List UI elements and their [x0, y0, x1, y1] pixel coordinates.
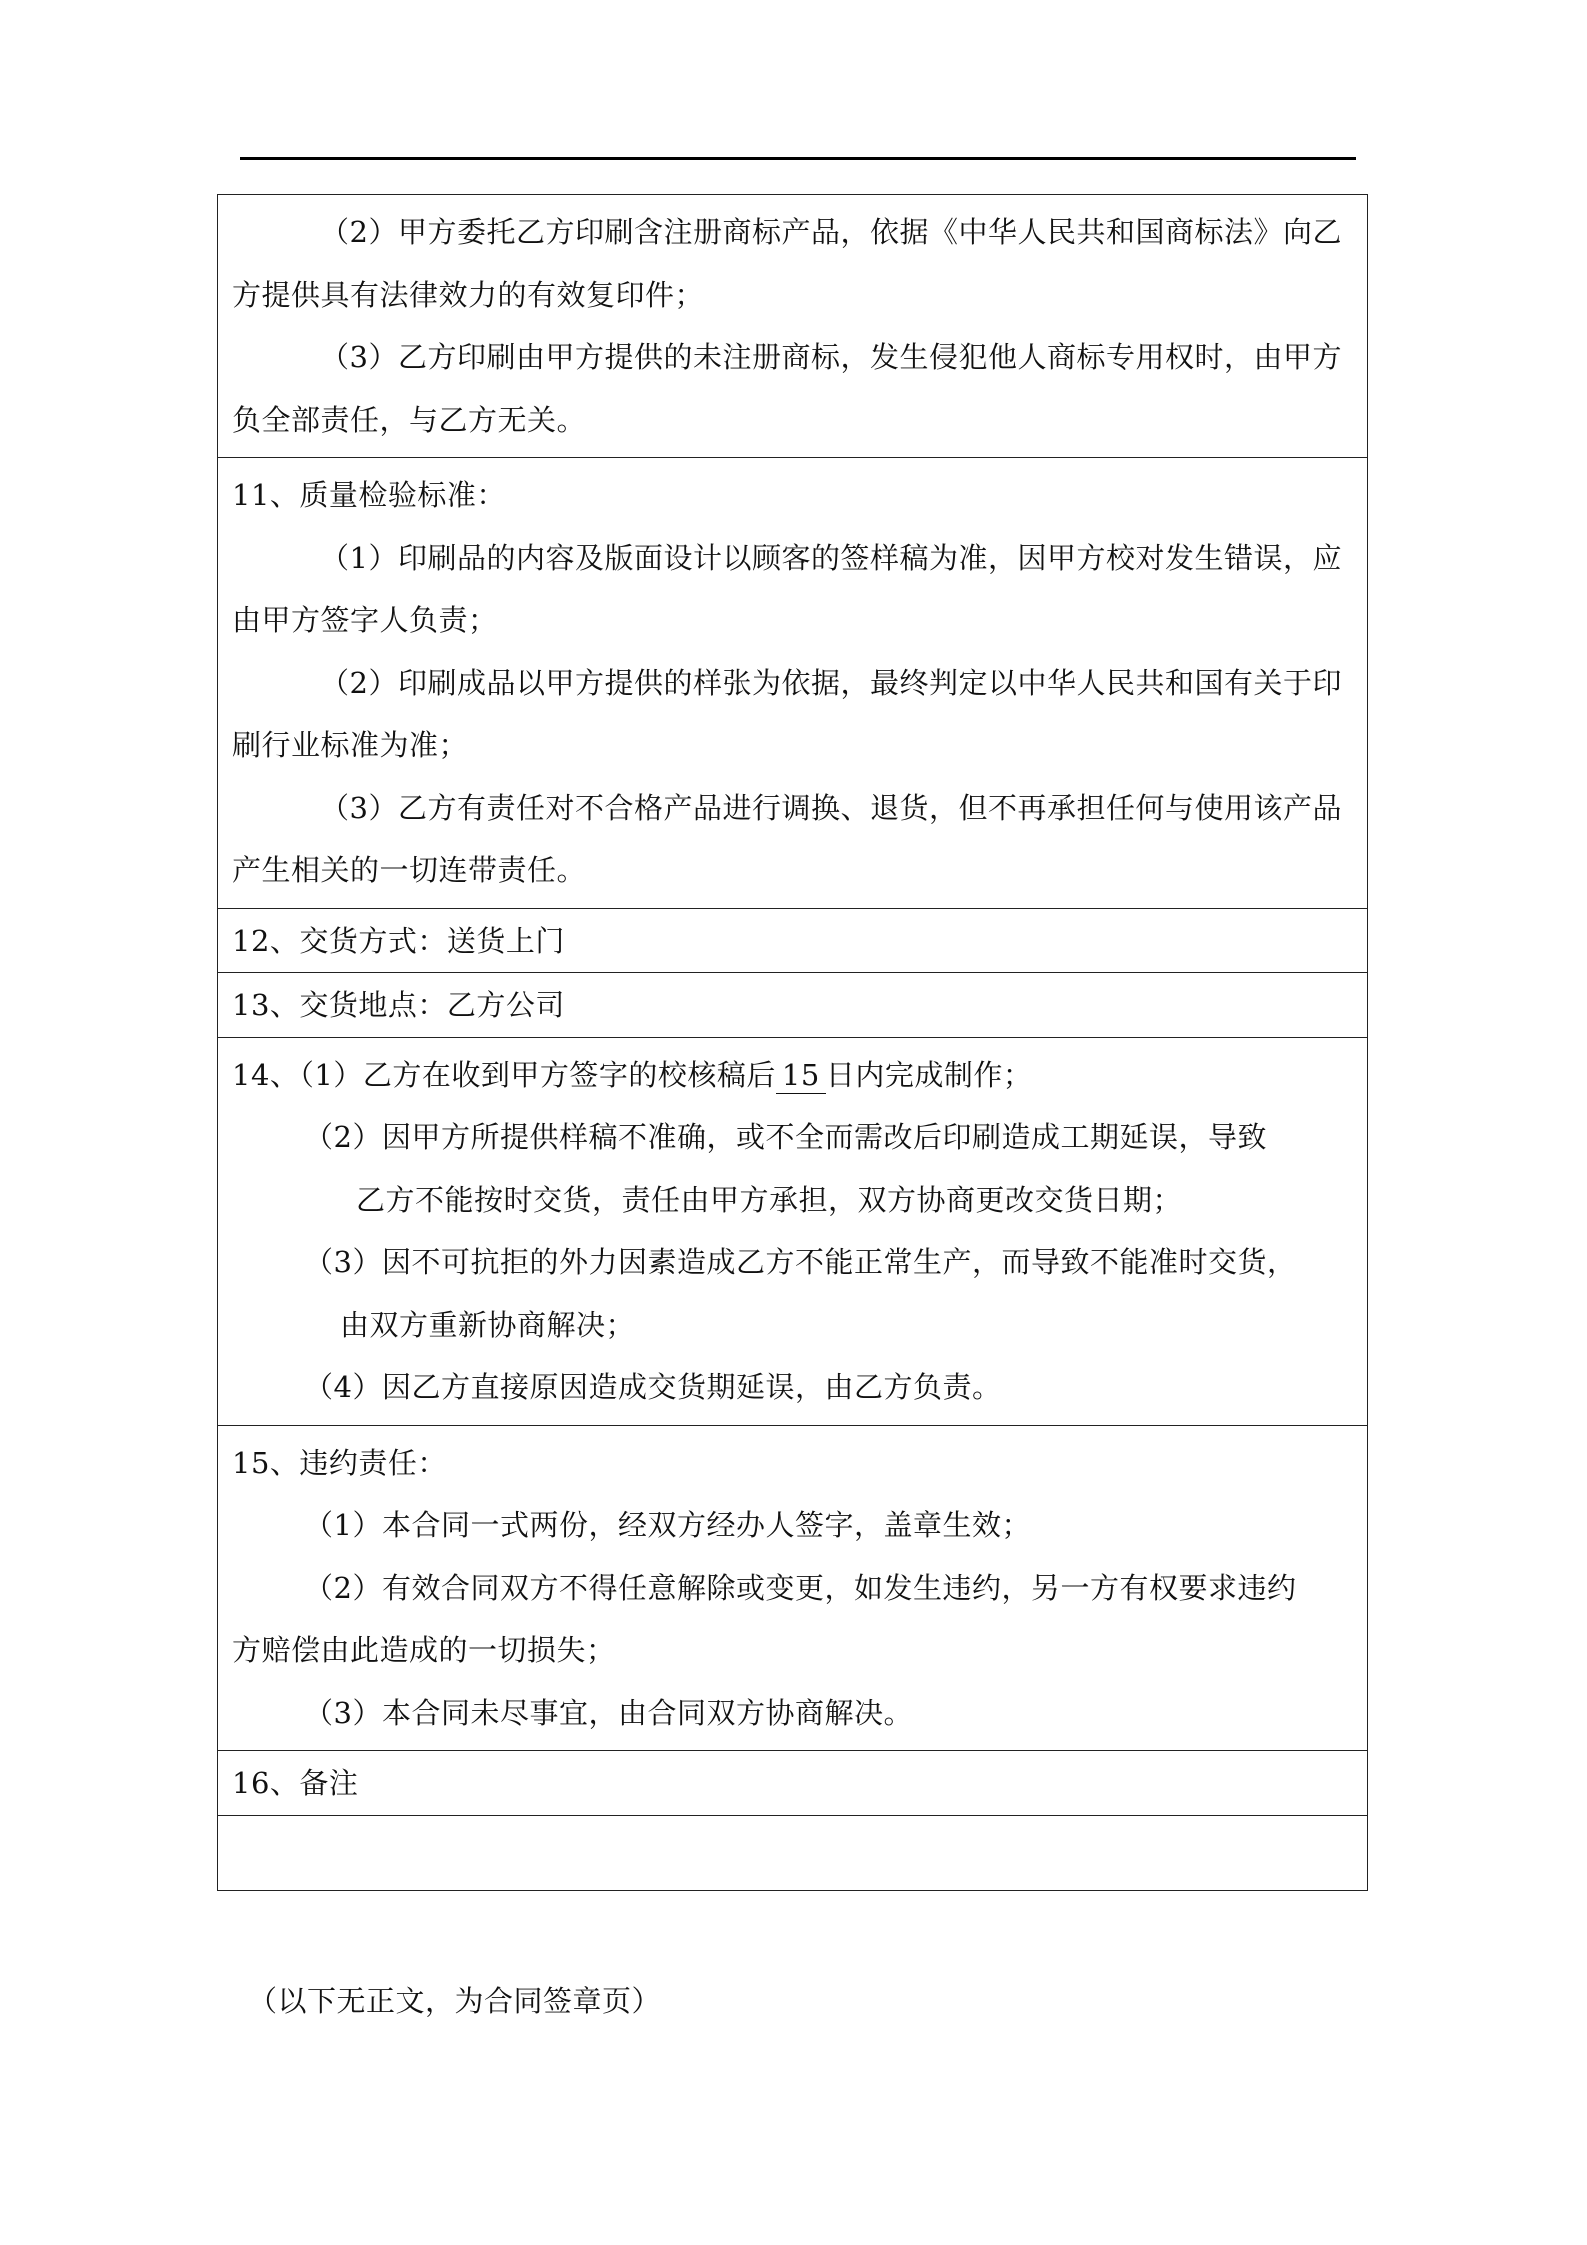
section-13-delivery-place: 13、交货地点：乙方公司 [232, 988, 565, 1022]
section-14-cell [218, 1037, 1368, 1425]
section-14-item-3 [232, 1231, 1355, 1356]
section-15-heading: 15、违约责任： [232, 1445, 447, 1480]
section-11-item-3: （3）乙方有责任对不合格产品进行调换、退货，但不再承担任何与使用该产品产生相关的一切连带责任。 [232, 790, 1342, 887]
section-10-item-2: （2）甲方委托乙方印刷含注册商标产品，依据《中华人民共和国商标法》向乙方提供具有法律效力的有效复印件； [232, 215, 1342, 312]
section-11-heading: 11、质量检验标准： [232, 478, 506, 512]
footer-note: （以下无正文，为合同签章页） [248, 1984, 662, 2018]
section-16-heading: 16、备注 [232, 1766, 359, 1800]
table-row [218, 973, 1368, 1038]
table-row [218, 458, 1368, 909]
section-14-item-1-after: 日内完成制作； [825, 1057, 1033, 1092]
section-14-item-1-before: （1）乙方在收到甲方签字的校核稿后 [299, 1057, 776, 1092]
table-row [218, 1037, 1368, 1425]
section-14-item-3-line-1: （3）因不可抗拒的外力因素造成乙方不能正常生产，而导致不能准时交货， [304, 1245, 1297, 1279]
section-14-item-2-line-1: （2）因甲方所提供样稿不准确，或不全而需改后印刷造成工期延误，导致 [304, 1120, 1267, 1154]
section-15-item-2-line-2: 方赔偿由此造成的一切损失； [232, 1633, 616, 1667]
section-15-cell [218, 1425, 1368, 1751]
delivery-days-value: 15 [776, 1057, 826, 1094]
header-rule [240, 157, 1356, 160]
section-14-item-2-line-2: 乙方不能按时交货，责任由甲方承担，双方协商更改交货日期； [356, 1182, 1183, 1217]
table-row [218, 1425, 1368, 1751]
section-14-item-4: （4）因乙方直接原因造成交货期延误，由乙方负责。 [304, 1370, 1002, 1404]
section-14-item-2 [232, 1106, 1355, 1231]
section-14-number: 14、 [232, 1057, 300, 1092]
section-11-item-2: （2）印刷成品以甲方提供的样张为依据，最终判定以中华人民共和国有关于印刷行业标准为准； [232, 665, 1342, 762]
section-14-item-1 [232, 1044, 1355, 1107]
section-14-item-3-line-2: 由双方重新协商解决； [340, 1307, 636, 1342]
section-13-cell [218, 973, 1368, 1038]
table-row [218, 908, 1368, 973]
section-11-cell [218, 458, 1368, 909]
contract-terms-table [217, 194, 1368, 1891]
section-12-cell [218, 908, 1368, 973]
section-16-cell [218, 1751, 1368, 1816]
section-15-item-3: （3）本合同未尽事宜，由合同双方协商解决。 [304, 1695, 913, 1730]
section-15-item-2-line-1: （2）有效合同双方不得任意解除或变更，如发生违约，另一方有权要求违约 [304, 1570, 1297, 1605]
section-15-item-1: （1）本合同一式两份，经双方经办人签字，盖章生效； [304, 1508, 1031, 1542]
section-10-cell [218, 195, 1368, 458]
section-11-item-1: （1）印刷品的内容及版面设计以顾客的签样稿为准，因甲方校对发生错误，应由甲方签字人负责； [232, 540, 1342, 637]
table-row [218, 195, 1368, 458]
table-row [218, 1751, 1368, 1816]
section-12-delivery-method: 12、交货方式：送货上门 [232, 923, 565, 958]
remarks-content-cell [218, 1815, 1368, 1890]
section-10-item-3: （3）乙方印刷由甲方提供的未注册商标，发生侵犯他人商标专用权时，由甲方负全部责任，与乙方无关。 [232, 340, 1342, 437]
table-row [218, 1815, 1368, 1890]
